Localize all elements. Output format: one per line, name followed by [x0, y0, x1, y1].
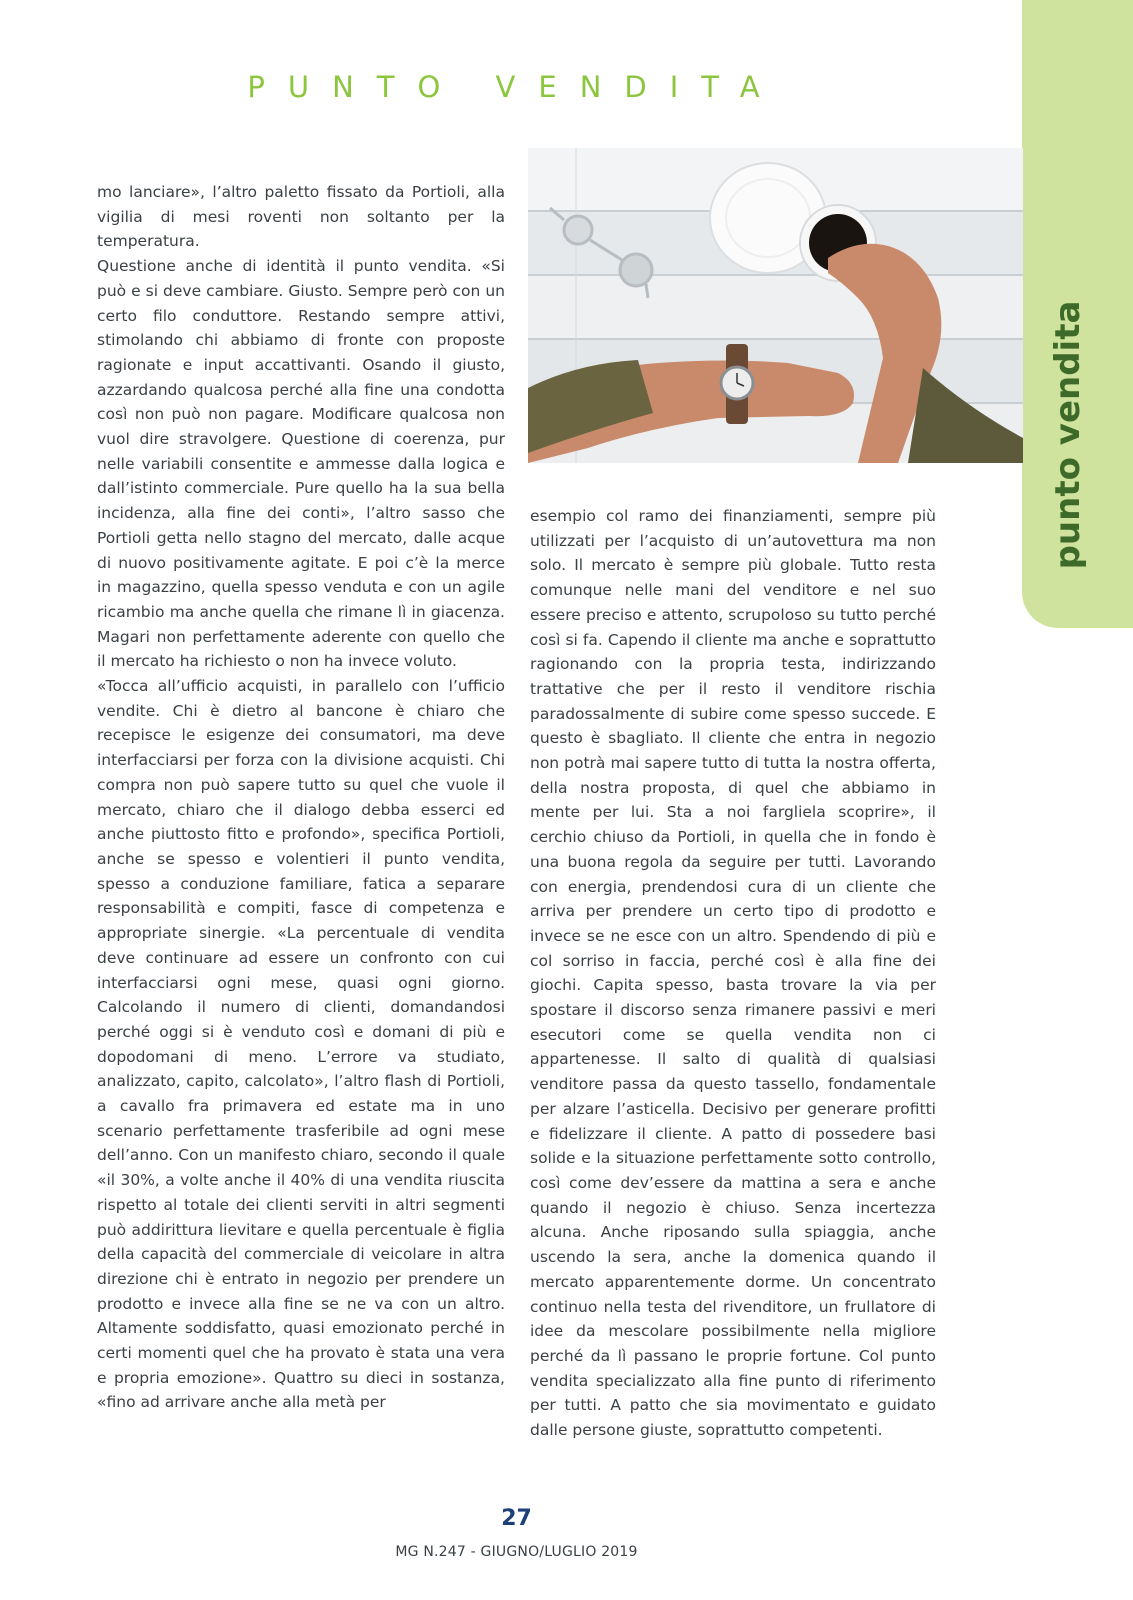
- article-right-column: [530, 504, 936, 1443]
- issue-line: MG N.247 - GIUGNO/LUGLIO 2019: [395, 1544, 638, 1560]
- article-photo: [528, 148, 1023, 463]
- side-tab-text: punto vendita: [1048, 300, 1088, 570]
- article-left-column: [97, 180, 505, 1415]
- section-title: PUNTO VENDITA: [247, 70, 783, 104]
- article-paragraph: mo lanciare», l’altro paletto fissato da Portioli, alla vigilia di mesi roventi non soltanto per la temperatura.: [97, 183, 505, 251]
- article-paragraph: «Tocca all’ufficio acquisti, in parallelo con l’ufficio vendite. Chi è dietro al bancone è chiaro che recepisce le esigenze dei consumatori, ma deve interfacciarsi per forza con la divisione acquisti. Chi compra non può sapere tutto su quel che vuole il mercato, chiaro che il dialogo debba esserci ed anche piuttosto fitto e profondo», specifica Portioli, anche se spesso e volentieri il punto vendita, spesso a conduzione familiare, fatica a separare responsabilità e compiti, fasce di competenza e appropriate sinergie. «La percentuale di vendita deve continuare ad essere un confronto con cui interfacciarsi ogni mese, quasi ogni giorno. Calcolando il numero di clienti, domandandosi perché oggi si è venduto così e domani di più e dopodomani di meno. L’errore va studiato, analizzato, capito, calcolato», l’altro flash di Portioli, a cavallo fra primavera ed estate ma in uno scenario perfettamente trasferibile ad ogni mese dell’anno. Con un manifesto chiaro, secondo il quale «il 30%, a volte anche il 40% di una vendita riuscita rispetto al totale dei clienti serviti in altri segmenti può addirittura lievitare e quella percentuale è figlia della capacità del commerciale di veicolare in altra direzione chi è entrato in negozio per prendere un prodotto e invece alla fine se ne va con un altro. Altamente soddisfatto, quasi emozionato perché in certi momenti quel che ha provato è stata una vera e propria emozione». Quattro su dieci in sostanza, «fino ad arrivare anche alla metà per: [97, 677, 505, 1412]
- article-paragraph: esempio col ramo dei finanziamenti, sempre più utilizzati per l’acquisto di un’autovettura ma non solo. Il mercato è sempre più globale. Tutto resta comunque nelle mani del venditore e nel suo essere preciso e attento, scrupoloso su tutto perché così si fa. Capendo il cliente ma anche e soprattutto ragionando con la propria testa, indirizzando trattative che per il resto il venditore rischia paradossalmente di subire come spesso succede. E questo è sbagliato. Il cliente che entra in negozio non potrà mai sapere tutto di tutta la nostra offerta, della nostra proposta, di quel che abbiamo in mente per lui. Sta a noi fargliela scoprire», il cerchio chiuso da Portioli, in quella che in fondo è una buona regola da seguire per tutti. Lavorando con energia, prendendosi cura di un cliente che arriva per prendere un certo tipo di prodotto e invece se ne esce con un altro. Spendendo di più e col sorriso in faccia, perché così è alla fine dei giochi. Capita spesso, basta trovare la via per spostare il discorso senza rimanere passivi e meri esecutori come se quella vendita non ci appartenesse. Il salto di qualità di qualsiasi venditore passa da questo tassello, fondamentale per alzare l’asticella. Decisivo per generare profitti e fidelizzare il cliente. A patto di possedere basi solide e la situazione perfettamente sotto controllo, così come dev’essere da mattina a sera e anche quando il negozio è chiuso. Senza incertezza alcuna. Anche riposando sulla spiaggia, anche uscendo la sera, anche la domenica quando il mercato apparentemente dorme. Un concentrato continuo nella testa del rivenditore, un frullatore di idee da mescolare possibilmente nella migliore perché da lì passano le proprie fortune. Col punto vendita specializzato alla fine punto di riferimento per tutti. A patto che sia movimentato e guidato dalle persone giuste, soprattutto competenti.: [530, 507, 936, 1440]
- page-number: 27: [501, 1506, 532, 1531]
- article-paragraph: Questione anche di identità il punto vendita. «Si può e si deve cambiare. Giusto. Sempre però con un certo filo conduttore. Restando sempre attivi, stimolando chi abbiamo di fronte con proposte ragionate e input accattivanti. Osando il giusto, azzardando qualcosa perché alla fine una condotta così non può non pagare. Modificare qualcosa non vuol dire stravolgere. Questione di coerenza, pur nelle variabili consentite e ammesse dalla logica e dall’istinto commerciale. Pure quello ha la sua bella incidenza, alla fine dei conti», l’altro sasso che Portioli getta nello stagno del mercato, dalle acque di nuovo positivamente agitate. E poi c’è la merce in magazzino, quella spesso venduta e con un agile ricambio ma anche quella che rimane lì in giacenza. Magari non perfettamente aderente con quello che il mercato ha richiesto o non ha invece voluto.: [97, 257, 505, 671]
